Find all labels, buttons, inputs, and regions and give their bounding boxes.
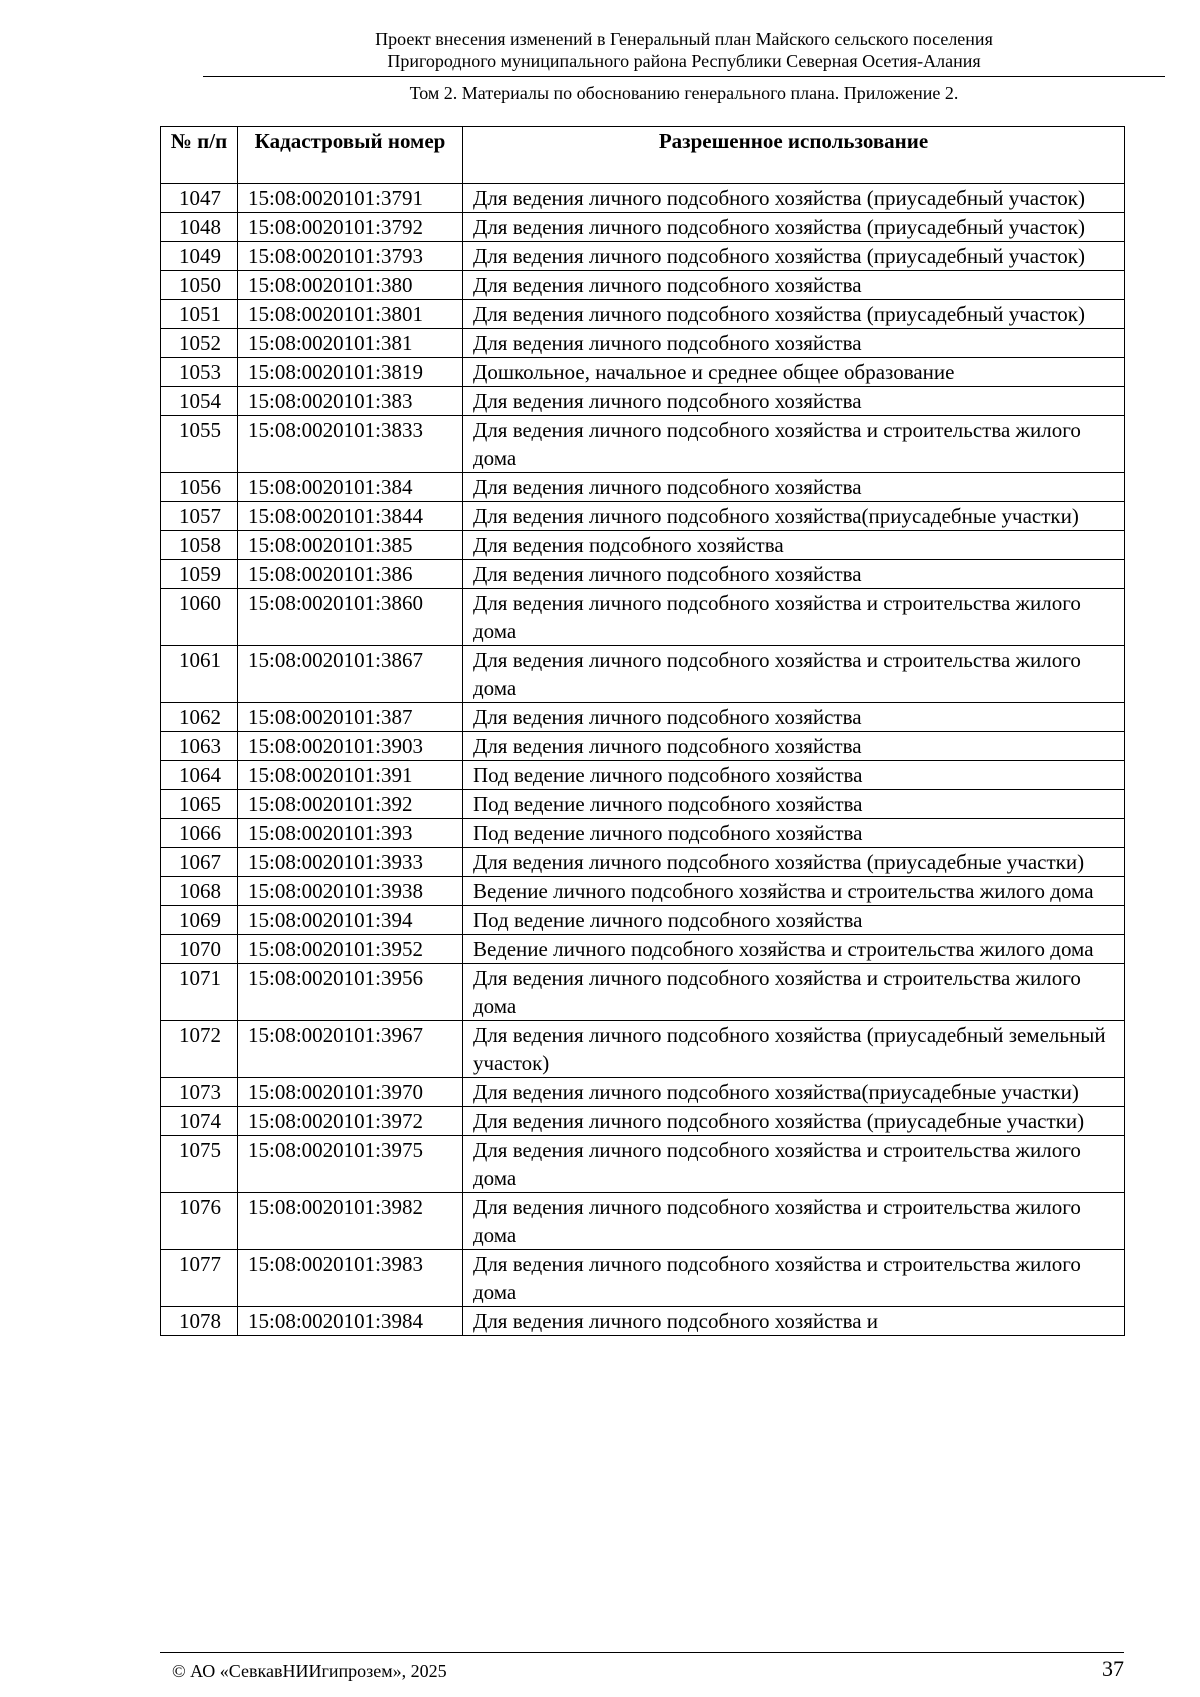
cell-number: 1069 [161,906,238,935]
cell-cadastral: 15:08:0020101:3792 [238,213,463,242]
cell-usage: Для ведения личного подсобного хозяйства(приусадебные участки) [463,1078,1125,1107]
cell-usage: Для ведения личного подсобного хозяйства [463,329,1125,358]
cell-usage: Для ведения личного подсобного хозяйства и [463,1307,1125,1336]
table-row [161,1250,1125,1307]
cell-cadastral: 15:08:0020101:3972 [238,1107,463,1136]
cell-number: 1071 [161,964,238,1021]
page-number: 37 [1102,1656,1124,1681]
cell-usage: Для ведения личного подсобного хозяйства и строительства жилого дома [463,1193,1125,1250]
cell-cadastral: 15:08:0020101:3791 [238,184,463,213]
cell-cadastral: 15:08:0020101:385 [238,531,463,560]
cell-cadastral: 15:08:0020101:3984 [238,1307,463,1336]
cell-number: 1057 [161,502,238,531]
cell-cadastral: 15:08:0020101:3956 [238,964,463,1021]
cell-cadastral: 15:08:0020101:391 [238,761,463,790]
document-header [203,28,1165,72]
table-body [161,184,1125,1336]
table-row [161,329,1125,358]
cell-usage: Для ведения личного подсобного хозяйства [463,703,1125,732]
table-row [161,1193,1125,1250]
header-line-2: Пригородного муниципального района Республики Северная Осетия-Алания [387,51,981,71]
cell-usage: Для ведения личного подсобного хозяйства и строительства жилого дома [463,964,1125,1021]
cell-usage: Для ведения личного подсобного хозяйства и строительства жилого дома [463,1136,1125,1193]
table-row [161,560,1125,589]
cell-number: 1058 [161,531,238,560]
table-row [161,819,1125,848]
cell-number: 1054 [161,387,238,416]
cell-number: 1052 [161,329,238,358]
table-row [161,703,1125,732]
cell-usage: Для ведения личного подсобного хозяйства (приусадебный участок) [463,184,1125,213]
table-row [161,935,1125,964]
table-row [161,1136,1125,1193]
cell-number: 1055 [161,416,238,473]
cell-number: 1075 [161,1136,238,1193]
cell-usage: Для ведения личного подсобного хозяйства (приусадебные участки) [463,848,1125,877]
cell-number: 1056 [161,473,238,502]
cell-cadastral: 15:08:0020101:3903 [238,732,463,761]
cell-number: 1067 [161,848,238,877]
table-row [161,906,1125,935]
cell-usage: Для ведения личного подсобного хозяйства (приусадебный участок) [463,300,1125,329]
table-row [161,732,1125,761]
cell-usage: Для ведения личного подсобного хозяйства(приусадебные участки) [463,502,1125,531]
cell-usage: Для ведения личного подсобного хозяйства (приусадебные участки) [463,1107,1125,1136]
cell-usage: Ведение личного подсобного хозяйства и строительства жилого дома [463,877,1125,906]
table-row [161,964,1125,1021]
header-usage: Разрешенное использование [463,127,1125,184]
cell-cadastral: 15:08:0020101:383 [238,387,463,416]
cell-number: 1050 [161,271,238,300]
cell-cadastral: 15:08:0020101:3801 [238,300,463,329]
table-row [161,531,1125,560]
table-row [161,877,1125,906]
cell-usage: Для ведения подсобного хозяйства [463,531,1125,560]
cell-number: 1048 [161,213,238,242]
cell-cadastral: 15:08:0020101:380 [238,271,463,300]
table-row [161,1307,1125,1336]
table-header-row [161,127,1125,184]
cell-number: 1064 [161,761,238,790]
cell-cadastral: 15:08:0020101:392 [238,790,463,819]
table-row [161,848,1125,877]
table-row [161,646,1125,703]
cell-usage: Для ведения личного подсобного хозяйства [463,387,1125,416]
cell-cadastral: 15:08:0020101:3983 [238,1250,463,1307]
cell-number: 1049 [161,242,238,271]
cell-cadastral: 15:08:0020101:384 [238,473,463,502]
cell-usage: Под ведение личного подсобного хозяйства [463,761,1125,790]
cell-cadastral: 15:08:0020101:3982 [238,1193,463,1250]
table-row [161,589,1125,646]
cell-cadastral: 15:08:0020101:3933 [238,848,463,877]
table-row [161,358,1125,387]
table-row [161,387,1125,416]
table-row [161,242,1125,271]
cell-number: 1066 [161,819,238,848]
cell-usage: Для ведения личного подсобного хозяйства и строительства жилого дома [463,416,1125,473]
table-row [161,502,1125,531]
cell-number: 1077 [161,1250,238,1307]
cell-cadastral: 15:08:0020101:3844 [238,502,463,531]
cell-number: 1061 [161,646,238,703]
header-num: № п/п [161,127,238,184]
table-row [161,184,1125,213]
cell-number: 1065 [161,790,238,819]
cell-cadastral: 15:08:0020101:3793 [238,242,463,271]
cell-cadastral: 15:08:0020101:394 [238,906,463,935]
table-row [161,1021,1125,1078]
cell-number: 1053 [161,358,238,387]
table-row [161,271,1125,300]
cell-number: 1068 [161,877,238,906]
table-row [161,213,1125,242]
cell-usage: Для ведения личного подсобного хозяйства (приусадебный участок) [463,242,1125,271]
cell-usage: Под ведение личного подсобного хозяйства [463,790,1125,819]
table-row [161,761,1125,790]
header-divider [203,76,1165,77]
table-row [161,1078,1125,1107]
cell-usage: Под ведение личного подсобного хозяйства [463,906,1125,935]
cell-cadastral: 15:08:0020101:387 [238,703,463,732]
cell-usage: Для ведения личного подсобного хозяйства (приусадебный земельный участок) [463,1021,1125,1078]
cell-number: 1078 [161,1307,238,1336]
cell-cadastral: 15:08:0020101:3967 [238,1021,463,1078]
cell-number: 1076 [161,1193,238,1250]
cell-number: 1073 [161,1078,238,1107]
footer-divider [160,1652,1124,1653]
cell-cadastral: 15:08:0020101:3975 [238,1136,463,1193]
footer-copyright: © АО «СевкавНИИгипрозем», 2025 [172,1661,447,1681]
table-row [161,790,1125,819]
cell-usage: Для ведения личного подсобного хозяйства [463,271,1125,300]
cell-usage: Для ведения личного подсобного хозяйства и строительства жилого дома [463,646,1125,703]
table-row [161,300,1125,329]
cell-usage: Для ведения личного подсобного хозяйства и строительства жилого дома [463,589,1125,646]
table-row [161,416,1125,473]
cell-number: 1063 [161,732,238,761]
cell-usage: Для ведения личного подсобного хозяйства [463,732,1125,761]
land-plots-table [160,126,1125,1336]
cell-number: 1047 [161,184,238,213]
cell-usage: Под ведение личного подсобного хозяйства [463,819,1125,848]
table-row [161,473,1125,502]
cell-cadastral: 15:08:0020101:393 [238,819,463,848]
cell-usage: Ведение личного подсобного хозяйства и строительства жилого дома [463,935,1125,964]
cell-cadastral: 15:08:0020101:3867 [238,646,463,703]
cell-usage: Для ведения личного подсобного хозяйства [463,560,1125,589]
cell-cadastral: 15:08:0020101:3952 [238,935,463,964]
header-subtitle: Том 2. Материалы по обоснованию генерального плана. Приложение 2. [409,83,959,103]
cell-number: 1062 [161,703,238,732]
cell-usage: Для ведения личного подсобного хозяйства и строительства жилого дома [463,1250,1125,1307]
cell-cadastral: 15:08:0020101:3938 [238,877,463,906]
cell-usage: Для ведения личного подсобного хозяйства (приусадебный участок) [463,213,1125,242]
cell-number: 1051 [161,300,238,329]
cell-cadastral: 15:08:0020101:381 [238,329,463,358]
cell-usage: Дошкольное, начальное и среднее общее образование [463,358,1125,387]
header-line-1: Проект внесения изменений в Генеральный план Майского сельского поселения [375,29,993,49]
cell-cadastral: 15:08:0020101:3860 [238,589,463,646]
cell-number: 1059 [161,560,238,589]
cell-cadastral: 15:08:0020101:386 [238,560,463,589]
cell-usage: Для ведения личного подсобного хозяйства [463,473,1125,502]
cell-number: 1070 [161,935,238,964]
cell-cadastral: 15:08:0020101:3819 [238,358,463,387]
cell-cadastral: 15:08:0020101:3833 [238,416,463,473]
header-cadastral: Кадастровый номер [238,127,463,184]
cell-number: 1074 [161,1107,238,1136]
cell-cadastral: 15:08:0020101:3970 [238,1078,463,1107]
cell-number: 1060 [161,589,238,646]
cell-number: 1072 [161,1021,238,1078]
table-row [161,1107,1125,1136]
